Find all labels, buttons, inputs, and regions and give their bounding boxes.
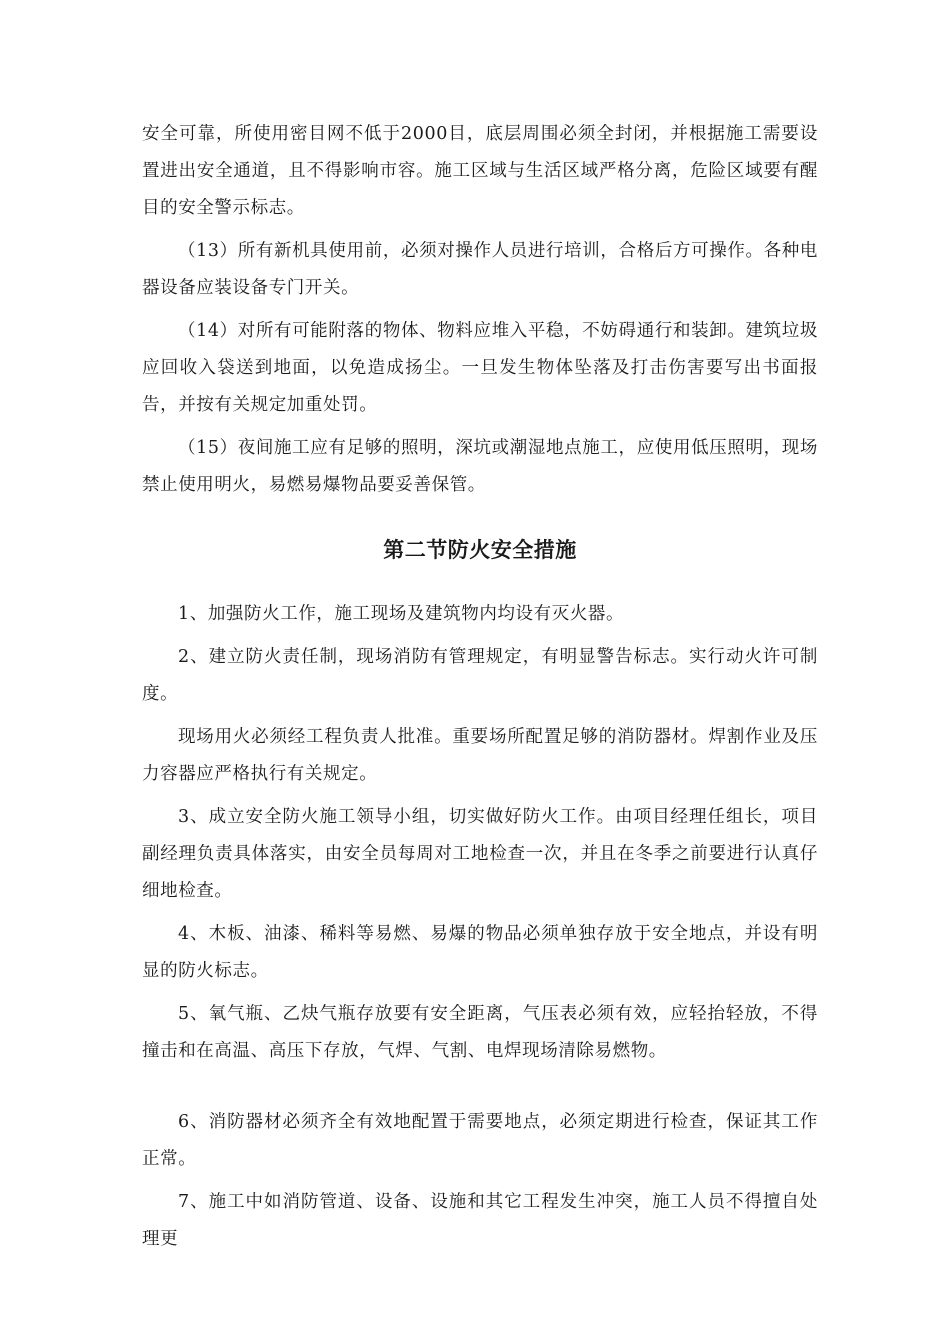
paragraph-item-15: （15）夜间施工应有足够的照明，深坑或潮湿地点施工，应使用低压照明，现场禁止使用明火，易燃易爆物品要妥善保管。 <box>142 438 818 495</box>
paragraph-item-14: （14）对所有可能附落的物体、物料应堆入平稳，不妨碍通行和装卸。建筑垃圾应回收入袋送到地面，以免造成扬尘。一旦发生物体坠落及打击伤害要写出书面报告，并按有关规定加重处罚。 <box>142 321 818 415</box>
paragraph-fire-5: 5、氧气瓶、乙炔气瓶存放要有安全距离，气压表必须有效，应轻抬轻放，不得撞击和在高温、高压下存放，气焊、气割、电焊现场清除易燃物。 <box>142 1004 818 1061</box>
paragraph-item-13: （13）所有新机具使用前，必须对操作人员进行培训，合格后方可操作。各种电器设备应装设备专门开关。 <box>142 241 818 298</box>
paragraph-fire-7: 7、施工中如消防管道、设备、设施和其它工程发生冲突，施工人员不得擅自处理更 <box>142 1192 818 1249</box>
paragraph-spacer <box>142 1076 818 1104</box>
paragraph-fire-2: 2、建立防火责任制，现场消防有管理规定，有明显警告标志。实行动火许可制度。 <box>142 647 818 704</box>
paragraph-fire-1: 1、加强防火工作，施工现场及建筑物内均设有灭火器。 <box>178 604 625 624</box>
document-page <box>142 116 818 1264</box>
paragraph-continuation: 安全可靠，所使用密目网不低于2000目，底层周围必须全封闭，并根据施工需要设置进出安全通道，且不得影响市容。施工区域与生活区域严格分离，危险区域要有醒目的安全警示标志。 <box>142 124 818 218</box>
paragraph-fire-4: 4、木板、油漆、稀料等易燃、易爆的物品必须单独存放于安全地点，并设有明显的防火标志。 <box>142 924 818 981</box>
paragraph-fire-6: 6、消防器材必须齐全有效地配置于需要地点，必须定期进行检查，保证其工作正常。 <box>142 1112 818 1169</box>
paragraph-fire-3: 3、成立安全防火施工领导小组，切实做好防火工作。由项目经理任组长，项目副经理负责具体落实，由安全员每周对工地检查一次，并且在冬季之前要进行认真仔细地检查。 <box>142 807 818 901</box>
paragraph-fire-2-detail: 现场用火必须经工程负责人批准。重要场所配置足够的消防器材。焊割作业及压力容器应严格执行有关规定。 <box>142 727 818 784</box>
section-title: 第二节防火安全措施 <box>383 537 577 562</box>
